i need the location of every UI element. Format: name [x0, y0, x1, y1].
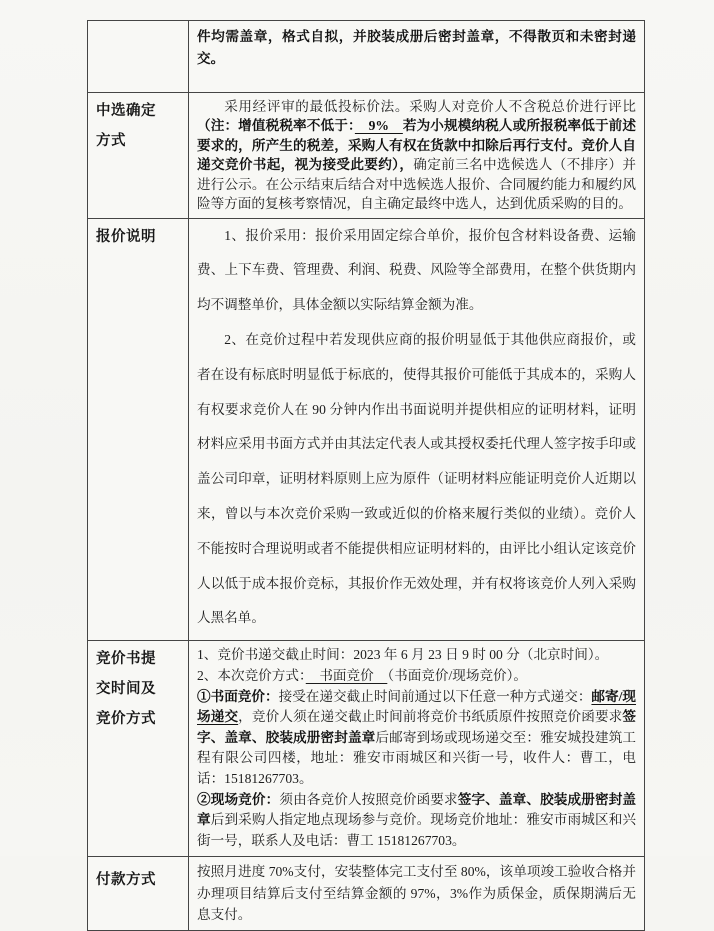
text-segment: 9% — [354, 118, 403, 134]
row-label-cell-selection-method — [88, 93, 189, 219]
table-body — [88, 21, 645, 931]
text-segment: 书面竞价 — [305, 667, 388, 683]
row-label: 竞价书提交时间及竞价方式 — [96, 651, 156, 727]
text-segment: 若为小规模纳税人或所报税率低于前述要求的，所产生的税差，采购人有权在货款中扣除后再行支付。竞价人自递交竞价书起，视为接受此要约）， — [197, 118, 637, 173]
text-segment: （书面竞价/现场竞价）。 — [387, 667, 528, 683]
table-row — [88, 856, 645, 930]
paragraph — [197, 323, 636, 636]
row-content-cell-selection-method — [189, 93, 645, 219]
paragraph — [197, 666, 636, 687]
text-segment: 签字、盖章、胶装成册密封盖章 — [197, 709, 637, 745]
row-label-cell-quotation-notes — [88, 218, 189, 641]
paragraph — [197, 861, 636, 926]
table-row — [88, 93, 645, 219]
text-segment: 2、在竞价过程中若发现供应商的报价明显低于其他供应商报价，或者在设有标底时明显低于标底的，使得其报价可能低于其成本的，采购人有权要求竞价人在 90 分钟内作出书面说明并提供相应的证明材料，证明材料应采用书面方式并由其法定代表人或其授权委托代理人签字按手印或盖公司印章，证明材料原则上应为原件（证明材料应能证明竞价人近期以来，曾以与本次竞价采购一致或近似的价格来履行类似的业绩）。竞价人不能按时合理说明或者不能提供相应证明材料的，由评比小组认定该竞价人以低于成本报价竞标，其报价作无效处理，并有权将该竞价人列入采购人黑名单。 — [197, 332, 636, 626]
table-row — [88, 218, 645, 641]
paragraph — [197, 26, 636, 70]
paragraph — [197, 790, 636, 852]
text-segment: 1、竞价书递交截止时间：2023 年 6 月 23 日 9 时 00 分（北京时间）。 — [197, 647, 609, 663]
text-segment: 签字、盖章、胶装成册密封盖章 — [197, 791, 637, 828]
table-row — [88, 641, 645, 857]
text-segment: 邮寄/现场递交 — [197, 688, 637, 725]
row-label: 付款方式 — [96, 871, 156, 888]
text-segment: 接受在递交截止时间前通过以下任意一种方式递交： — [278, 688, 592, 704]
text-segment: ，竞价人须在递交截止时间前将竞价书纸质原件按照竞价函要求 — [238, 709, 623, 725]
text-segment: ②现场竞价： — [197, 791, 280, 807]
paragraph — [197, 645, 636, 666]
text-segment: 件均需盖章，格式自拟，并胶装成册后密封盖章，不得散页和未密封递交。 — [197, 29, 636, 66]
paragraph — [197, 97, 636, 214]
procurement-terms-table — [87, 20, 645, 931]
row-label: 中选确定方式 — [96, 103, 156, 149]
text-segment: 1、报价采用：报价采用固定综合单价，报价包含材料设备费、运输费、上下车费、管理费、利润、税费、风险等全部费用，在整个供货期内均不调整单价，具体金额以实际结算金额为准。 — [197, 227, 636, 313]
text-segment: 确定前三名中选候选人（不排序）并进行公示。在公示结束后结合对中选候选人报价、合同履约能力和履约风险等方面的复核考察情况，自主确定最终中选人，达到优质采购的目的。 — [197, 157, 637, 212]
row-content-cell-submission-time-method — [189, 641, 645, 857]
paragraph — [197, 219, 636, 323]
row-label-cell-continuation — [88, 21, 189, 93]
row-label-cell-payment-method — [88, 856, 189, 930]
text-segment: 后邮寄到场或现场递交至：雅安城投建筑工程有限公司四楼，地址：雅安市雨城区和兴街一号，收件人：曹工，电话：15181267703。 — [197, 729, 637, 787]
text-segment: （注：增值税税率不低于： — [197, 118, 355, 134]
text-segment: 须由各竞价人按照竞价函要求 — [279, 791, 458, 807]
text-segment: 按照月进度 70%支付，安装整体完工支付至 80%，该单项竣工验收合格并办理项目结算后支付至结算金额的 97%，3%作为质保金，质保期满后无息支付。 — [197, 863, 636, 923]
text-segment: 后到采购人指定地点现场参与竞价。现场竞价地址：雅安市雨城区和兴街一号，联系人及电话：曹工 15181267703。 — [197, 812, 637, 849]
row-label: 报价说明 — [96, 228, 156, 245]
text-segment: 采用经评审的最低投标价法。采购人对竞价人不含税总价进行评比 — [224, 99, 636, 114]
text-segment: 2、本次竞价方式： — [197, 667, 306, 683]
row-label-cell-submission-time-method — [88, 641, 189, 857]
paragraph — [197, 687, 636, 790]
row-content-cell-quotation-notes — [189, 218, 645, 641]
row-content-cell-continuation — [189, 21, 645, 93]
table-row — [88, 21, 645, 93]
text-segment: ①书面竞价： — [197, 688, 279, 704]
row-content-cell-payment-method — [189, 856, 645, 930]
